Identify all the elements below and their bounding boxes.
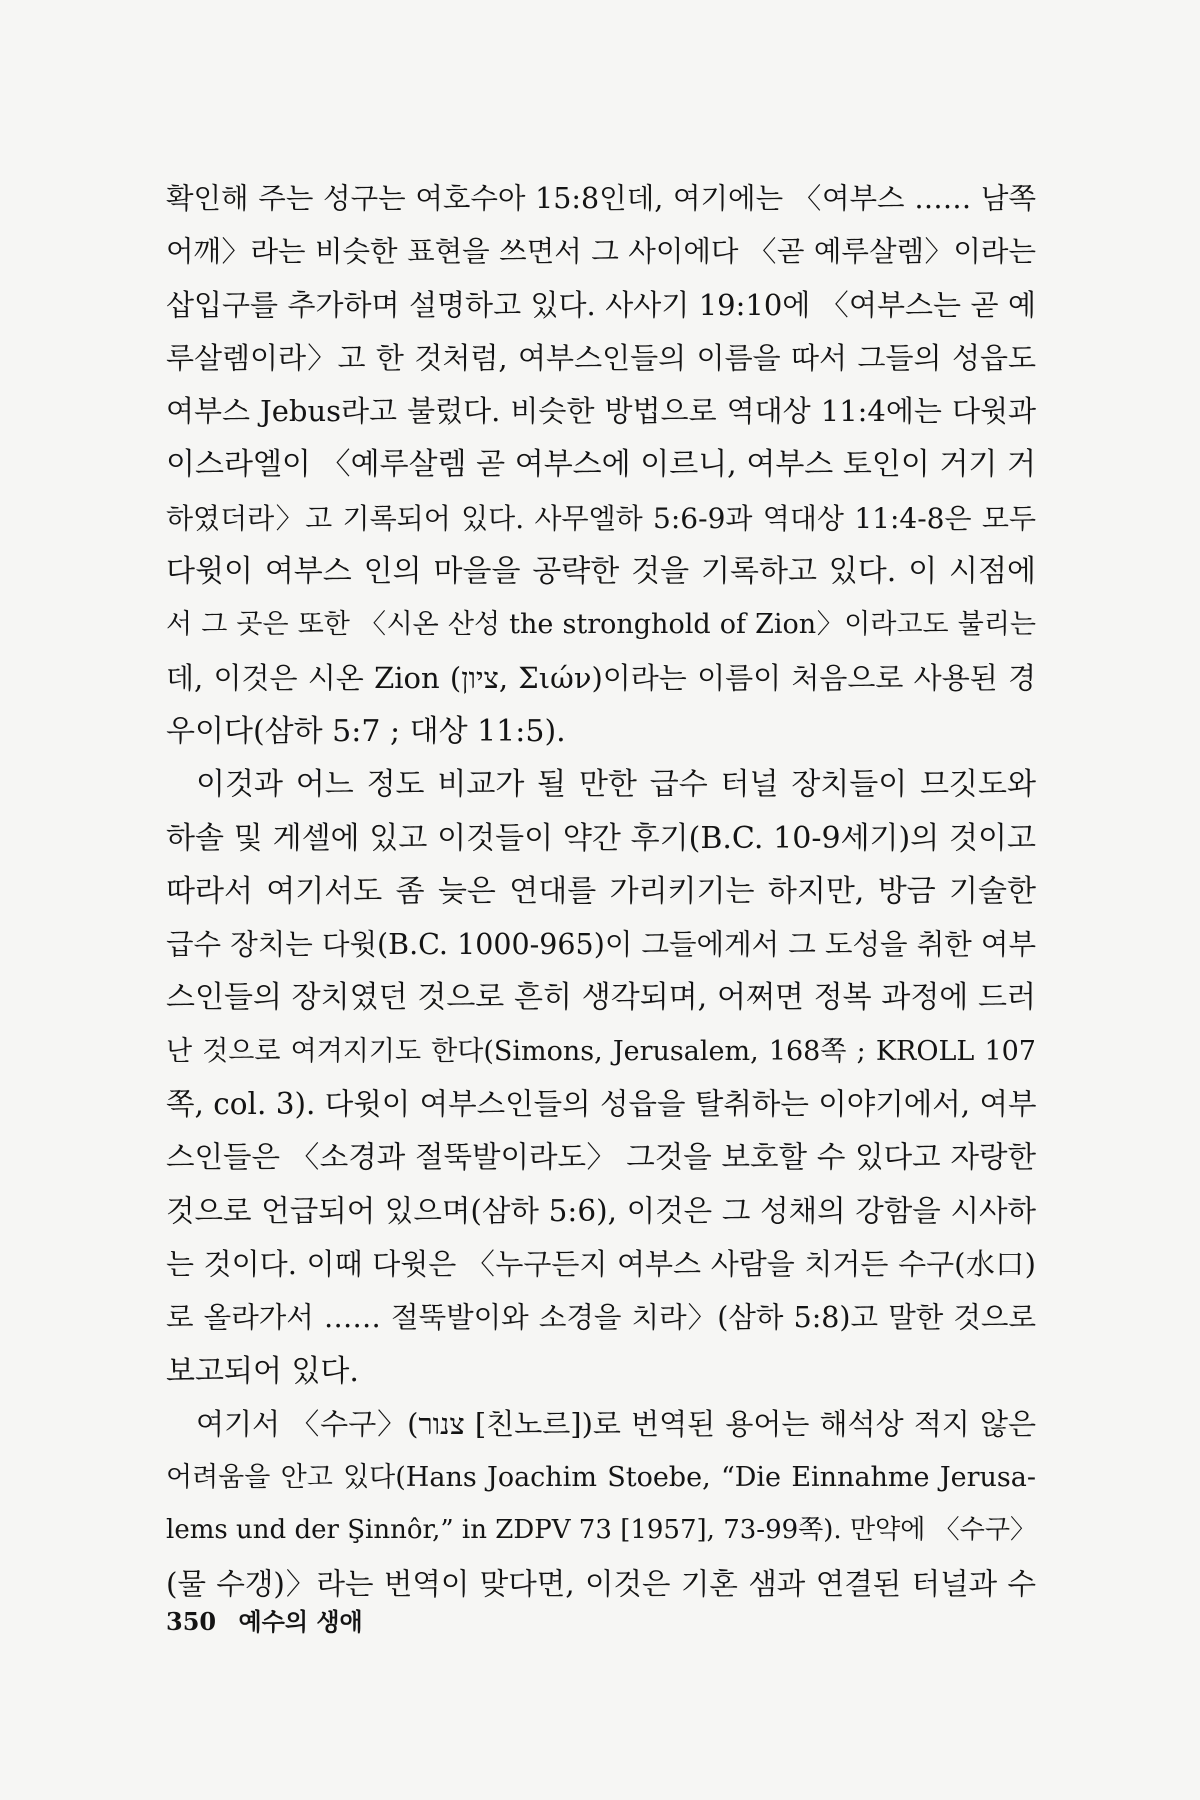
text-line: 우이다(삼하 5:7 ; 대상 11:5). <box>166 713 566 749</box>
text-line: 는 것이다. 이때 다윗은 〈누구든지 여부스 사람을 치거든 수구(水口) <box>166 1246 1036 1281</box>
text-line: 로 올라가서 …… 절뚝발이와 소경을 치라〉(삼하 5:8)고 말한 것으로 <box>166 1301 1036 1335</box>
text-line: 어려움을 안고 있다(Hans Joachim Stoebe, “Die Einnahme Jerusa- <box>166 1462 1036 1494</box>
text-line: 하였더라〉고 기록되어 있다. 사무엘하 5:6-9과 역대상 11:4-8은 모두 <box>166 501 1036 535</box>
text-line: 어깨〉라는 비슷한 표현을 쓰면서 그 사이에다 〈곧 예루살렘〉이라는 <box>166 235 1036 269</box>
text-line: 따라서 여기서도 좀 늦은 연대를 가리키기는 하지만, 방금 기술한 <box>166 873 1036 909</box>
page-footer <box>166 1602 363 1637</box>
text-line: 루살렘이라〉고 한 것처럼, 여부스인들의 이름을 따서 그들의 성읍도 <box>166 340 1036 375</box>
text-line: 하솔 및 게셀에 있고 이것들이 약간 후기(B.C. 10-9세기)의 것이고 <box>166 820 1036 856</box>
text-line: 스인들은 〈소경과 절뚝발이라도〉 그것을 보호할 수 있다고 자랑한 <box>166 1140 1036 1175</box>
text-line: 스인들의 장치였던 것으로 흔히 생각되며, 어쩌면 정복 과정에 드러 <box>166 980 1036 1016</box>
text-line: (물 수갱)〉라는 번역이 맞다면, 이것은 기혼 샘과 연결된 터널과 수 <box>166 1566 1036 1601</box>
text-line: 보고되어 있다. <box>166 1353 359 1389</box>
text-line: 것으로 언급되어 있으며(삼하 5:6), 이것은 그 성채의 강함을 시사하 <box>166 1193 1036 1228</box>
text-line: 쪽, col. 3). 다윗이 여부스인들의 성읍을 탈취하는 이야기에서, 여부 <box>166 1087 1037 1122</box>
body-text <box>166 172 1036 1611</box>
text-line: 급수 장치는 다윗(B.C. 1000-965)이 그들에게서 그 도성을 취한 여부 <box>166 928 1036 962</box>
text-line: lems und der Şinnôr,” in ZDPV 73 [1957], 73-99쪽). 만약에 〈수구〉 <box>166 1515 1036 1546</box>
text-line: 확인해 주는 성구는 여호수아 15:8인데, 여기에는 〈여부스 …… 남쪽 <box>166 182 1036 215</box>
text-line: 삽입구를 추가하며 설명하고 있다. 사사기 19:10에 〈여부스는 곧 예 <box>166 287 1036 322</box>
text-line: 여부스 Jebus라고 불렀다. 비슷한 방법으로 역대상 11:4에는 다윗과 <box>166 394 1036 429</box>
text-line: 난 것으로 여겨지기도 한다(Simons, Jerusalem, 168쪽 ; KROLL 107 <box>166 1035 1036 1067</box>
text-line: 이것과 어느 정도 비교가 될 만한 급수 터널 장치들이 므깃도와 <box>196 767 1036 803</box>
text-line: 서 그 곳은 또한 〈시온 산성 the stronghold of Zion〉이라고도 불리는 <box>166 609 1036 641</box>
page-number: 350 <box>166 1607 217 1636</box>
text-line: 이스라엘이 〈예루살렘 곧 여부스에 이르니, 여부스 토인이 거기 거 <box>166 447 1036 483</box>
running-title: 예수의 생애 <box>238 1607 363 1636</box>
text-line: 데, 이것은 시온 Zion (ציון, Σιών)이라는 이름이 처음으로 사용된 경 <box>166 660 1036 695</box>
text-line: 여기서 〈수구〉(צנור [친노르])로 번역된 용어는 해석상 적지 않은 <box>196 1406 1036 1441</box>
text-line: 다윗이 여부스 인의 마을을 공략한 것을 기록하고 있다. 이 시점에 <box>166 554 1036 590</box>
